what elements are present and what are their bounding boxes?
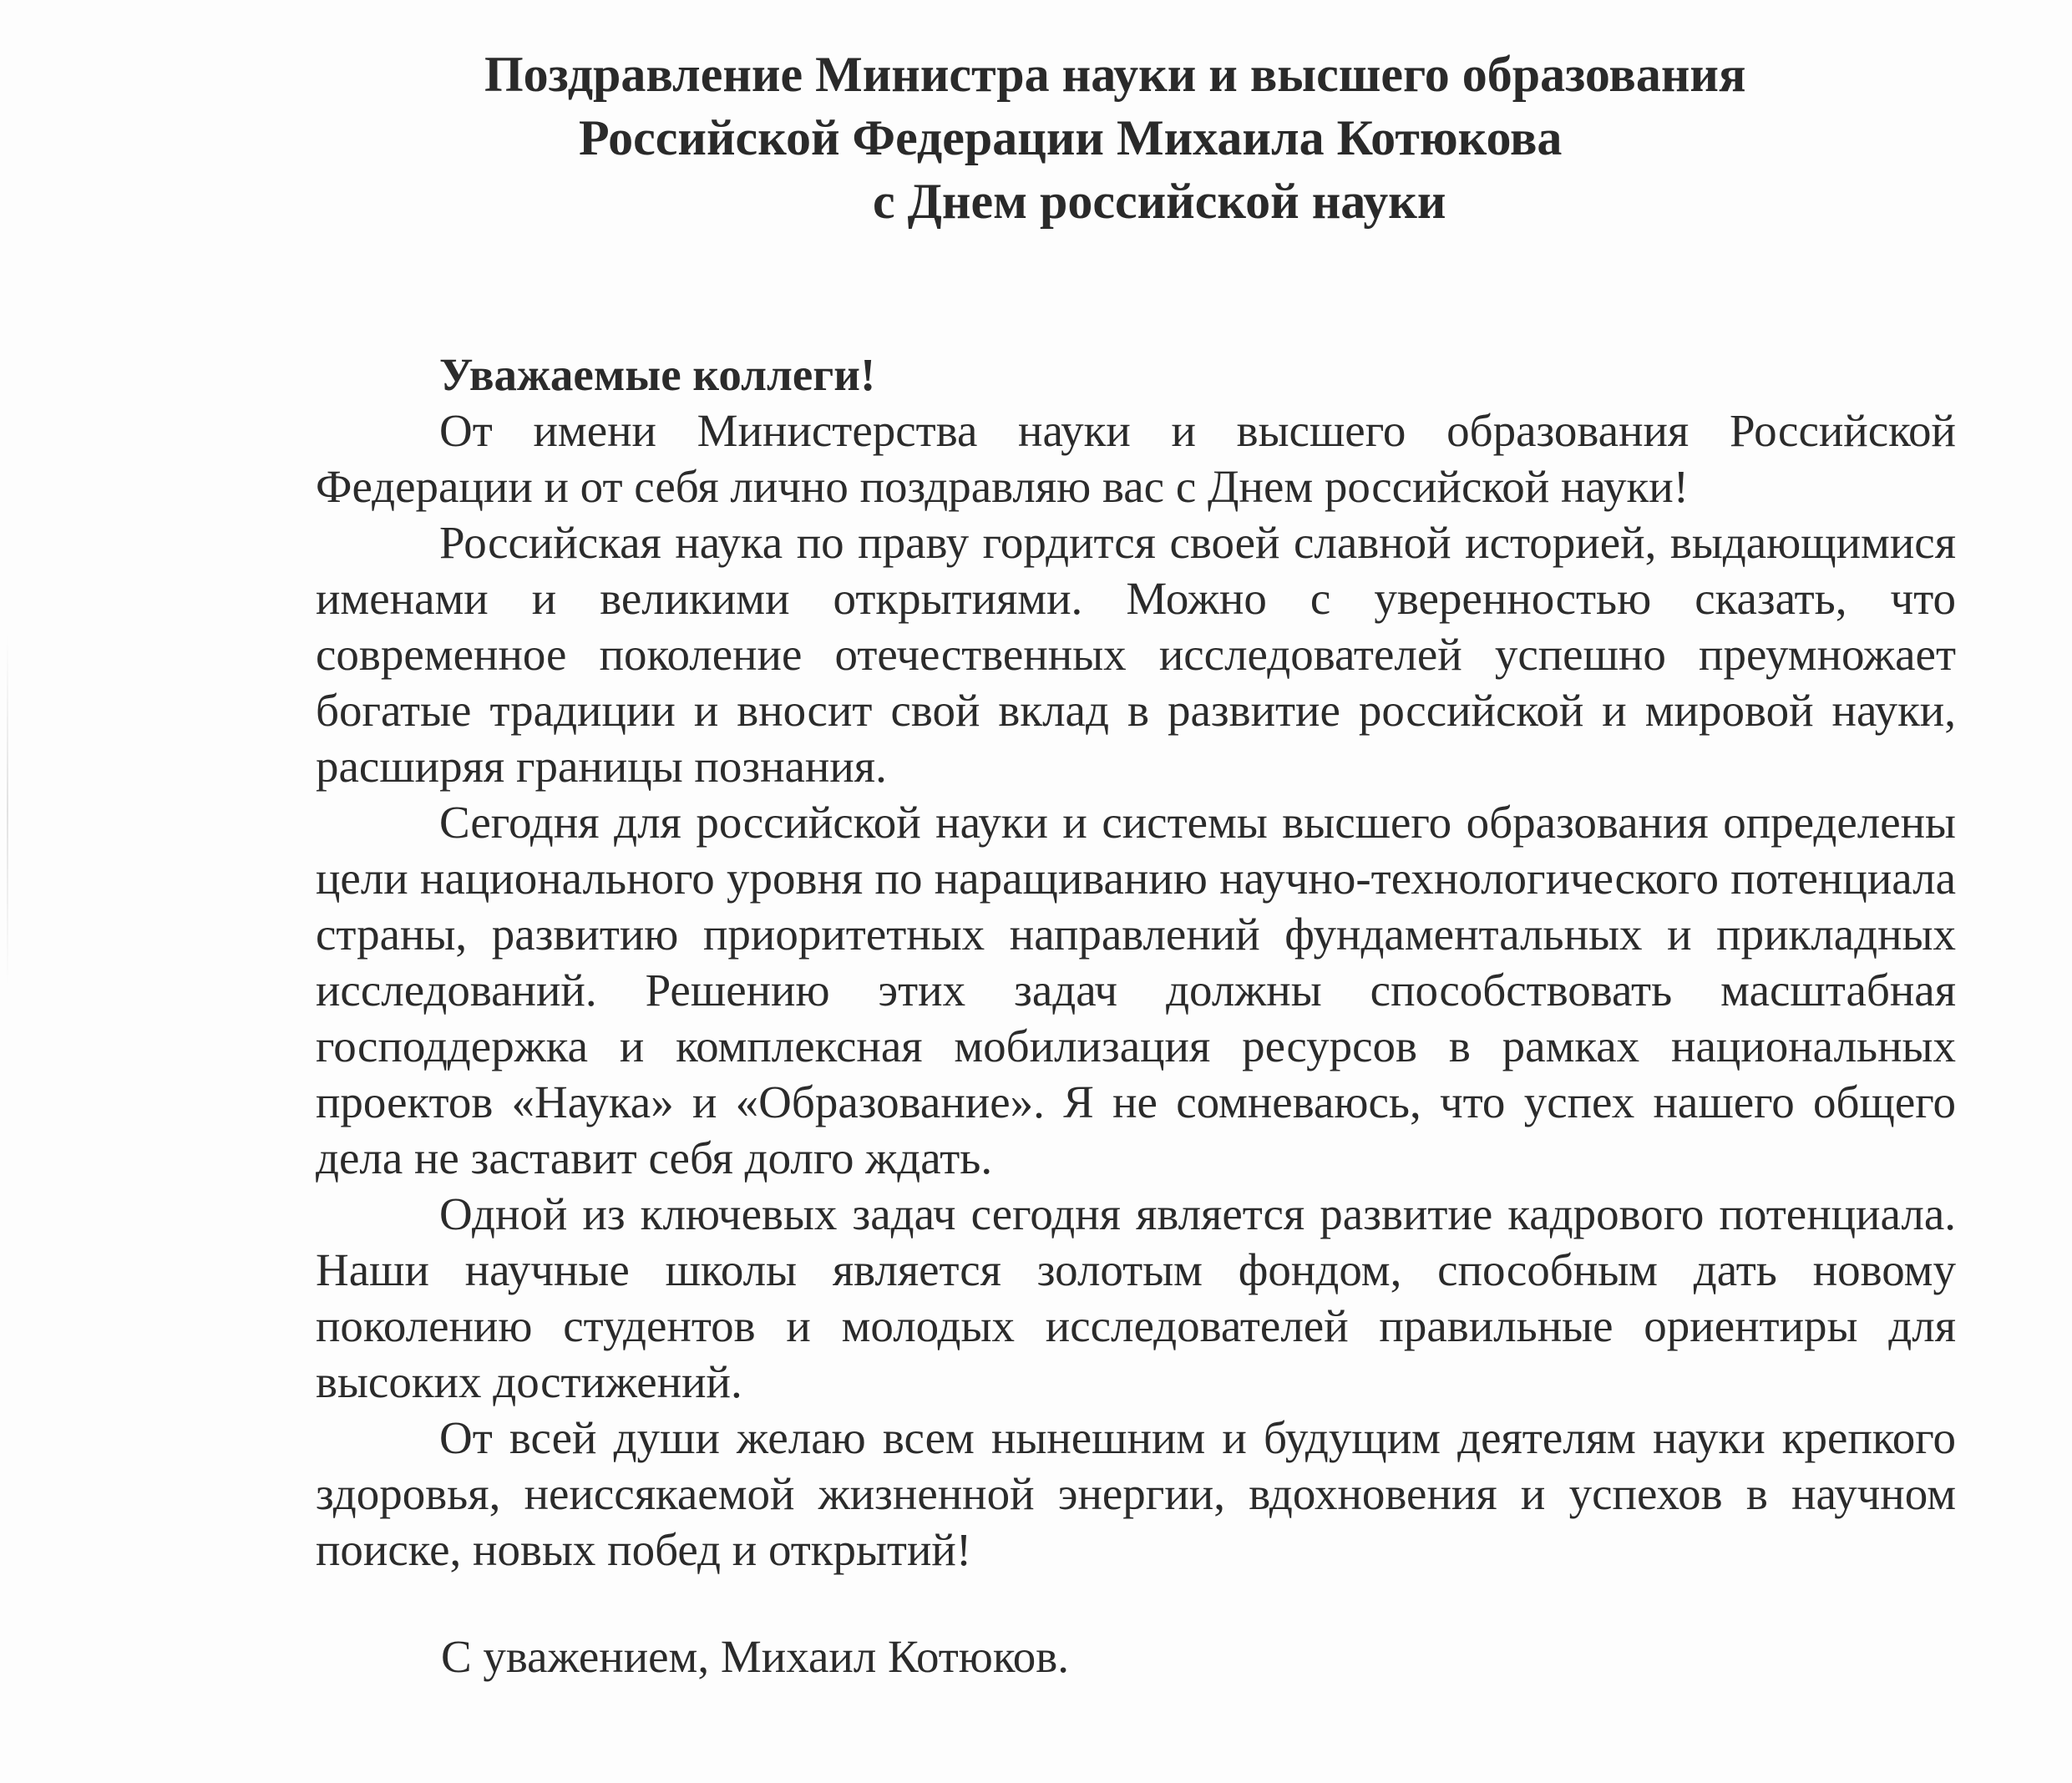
letter-body bbox=[316, 347, 1956, 1578]
greeting: Уважаемые коллеги! bbox=[439, 349, 876, 400]
paragraph-1: От имени Министерства науки и высшего образования Российской Федерации и от себя лично поздравляю вас с Днем российской науки! bbox=[316, 405, 1956, 512]
paragraph-3: Сегодня для российской науки и системы высшего образования определены цели национального уровня по наращиванию научно-технологического потенциала страны, развитию приоритетных направлений фундаментальных и прикладных исследований. Решению этих задач должны способствовать масштабная господдержка и комплексная мобилизация ресурсов в рамках национальных проектов «Наука» и «Образование». Я не сомневаюсь, что успех нашего общего дела не заставит себя долго ждать. bbox=[316, 797, 1956, 1183]
paragraph-5: От всей души желаю всем нынешним и будущим деятелям науки крепкого здоровья, неиссякаемой жизненной энергии, вдохновения и успехов в научном поиске, новых побед и открытий! bbox=[316, 1412, 1956, 1575]
scan-edge-shadow bbox=[7, 635, 8, 985]
title-line-2: Российской Федерации Михаила Котюкова bbox=[579, 110, 1563, 165]
paragraph-2: Российская наука по праву гордится своей славной историей, выдающимися именами и великими открытиями. Можно с уверенностью сказать, что современное поколение отечественных исследователей успешно преумножает богатые традиции и вносит свой вклад в развитие российской и мировой науки, расширяя границы познания. bbox=[316, 517, 1956, 792]
title-line-1: Поздравление Министра науки и высшего образования bbox=[484, 47, 1746, 102]
title-line-3: с Днем российской науки bbox=[873, 174, 1446, 229]
signature: С уважением, Михаил Котюков. bbox=[441, 1631, 1070, 1682]
paragraph-4: Одной из ключевых задач сегодня является развитие кадрового потенциала. Наши научные школы является золотым фондом, способным дать новому поколению студентов и молодых исследователей правильные ориентиры для высоких достижений. bbox=[316, 1188, 1956, 1407]
